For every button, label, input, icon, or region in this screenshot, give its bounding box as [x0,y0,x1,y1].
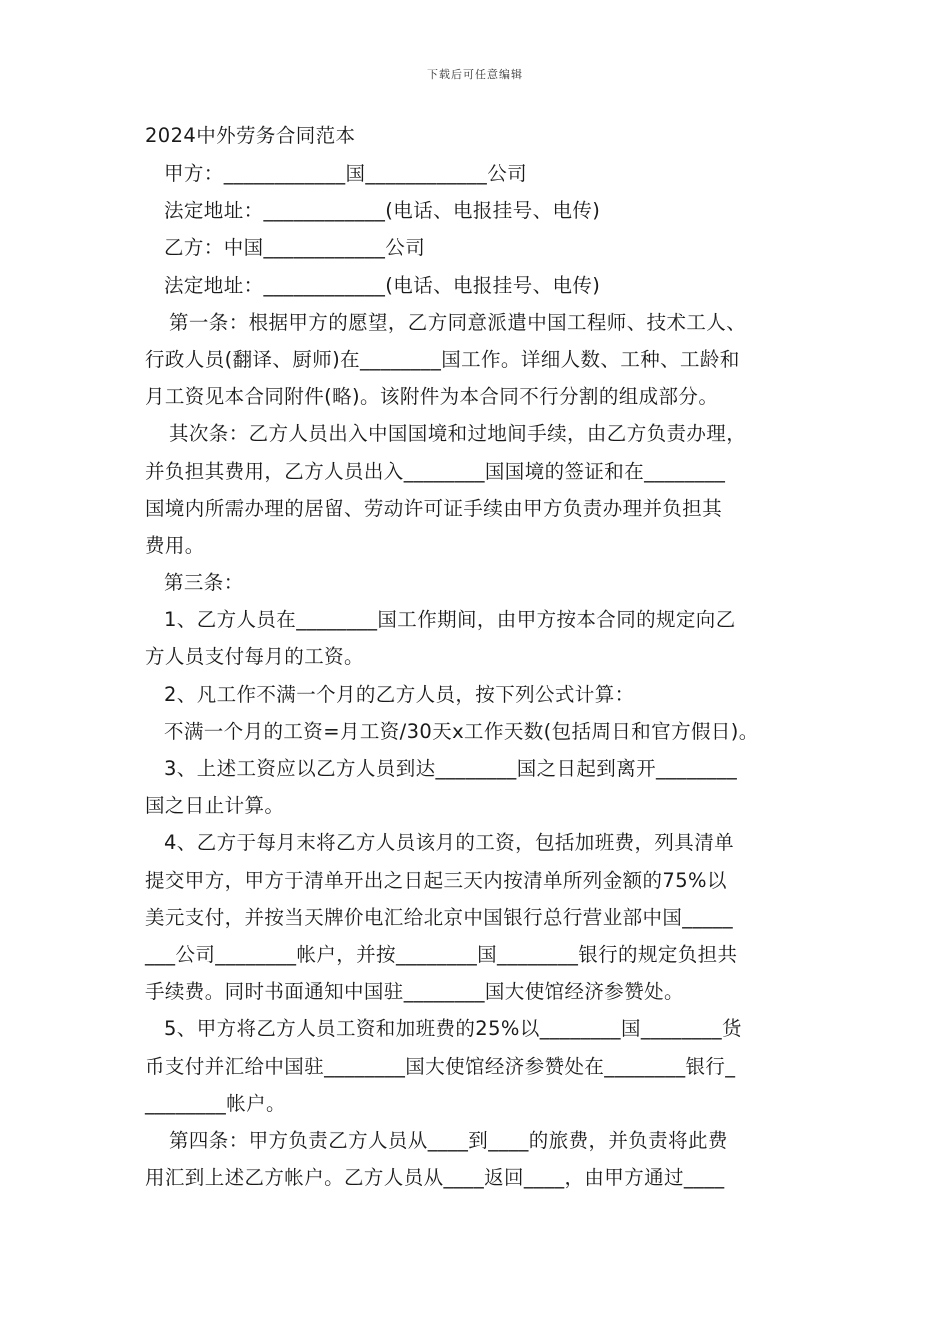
article-3-clause-1-line: 方人员支付每月的工资。 [145,645,364,669]
party-b-line: 乙方：中国____________公司 [164,236,426,260]
article-3-clause-4-line: 美元支付，并按当天牌价电汇给北京中国银行总行营业部中国_____ [145,905,734,929]
article-3-clause-2-line: 2、凡工作不满一个月的乙方人员，按下列公式计算： [164,682,635,706]
party-a-line: 甲方：____________国____________公司 [164,162,527,185]
article-4-line: 第四条：甲方负责乙方人员从____到____的旅费，并负责将此费 [169,1128,728,1152]
article-3-clause-4-line: 提交甲方，甲方于清单开出之日起三天内按清单所列金额的75%以 [145,868,727,892]
article-1-line: 第一条：根据甲方的愿望，乙方同意派遣中国工程师、技术工人、 [169,310,747,334]
article-1-line: 月工资见本合同附件(略)。该附件为本合同不行分割的组成部分。 [145,385,719,409]
document-title: 2024中外劳务合同范本 [145,124,356,147]
article-3-clause-5-line: ________帐户。 [145,1091,286,1115]
article-3-clause-5-line: 5、甲方将乙方人员工资和加班费的25%以________国________货 [164,1017,742,1041]
article-3-clause-1-line: 1、乙方人员在________国工作期间，由甲方按本合同的规定向乙 [164,608,736,632]
party-b-address-line: 法定地址：____________(电话、电报挂号、电传) [164,273,601,297]
article-2-line: 并负担其费用，乙方人员出入________国国境的签证和在________ [145,459,726,483]
article-3-clause-3-line: 3、上述工资应以乙方人员到达________国之日起到离开________ [164,757,738,780]
article-1-line: 行政人员(翻译、厨师)在________国工作。详细人数、工种、工龄和 [145,347,740,371]
article-3-clause-4-line: ___公司________帐户，并按________国________银行的规定负担共 [145,942,738,966]
article-3-clause-5-line: 币支付并汇给中国驻________国大使馆经济参赞处在________银行_ [145,1054,736,1078]
page-header-note: 下载后可任意编辑 [427,68,523,81]
article-2-line: 国境内所需办理的居留、劳动许可证手续由甲方负责办理并负担其 [145,496,723,520]
article-3-heading: 第三条： [164,571,244,595]
article-3-clause-4-line: 手续费。同时书面通知中国驻________国大使馆经济参赞处。 [145,980,684,1004]
article-3-clause-3-line: 国之日止计算。 [145,794,285,818]
article-3-formula-line: 不满一个月的工资=月工资/30天x工作天数(包括周日和官方假日)。 [164,719,759,743]
party-a-address-line: 法定地址：____________(电话、电报挂号、电传) [164,199,601,223]
article-2-line: 其次条：乙方人员出入中国国境和过地间手续，由乙方负责办理， [169,422,747,446]
article-4-line: 用汇到上述乙方帐户。乙方人员从____返回____，由甲方通过____ [145,1166,725,1190]
article-2-line: 费用。 [145,533,205,557]
document-body [145,121,809,1196]
article-3-clause-4-line: 4、乙方于每月末将乙方人员该月的工资，包括加班费，列具清单 [164,831,735,855]
